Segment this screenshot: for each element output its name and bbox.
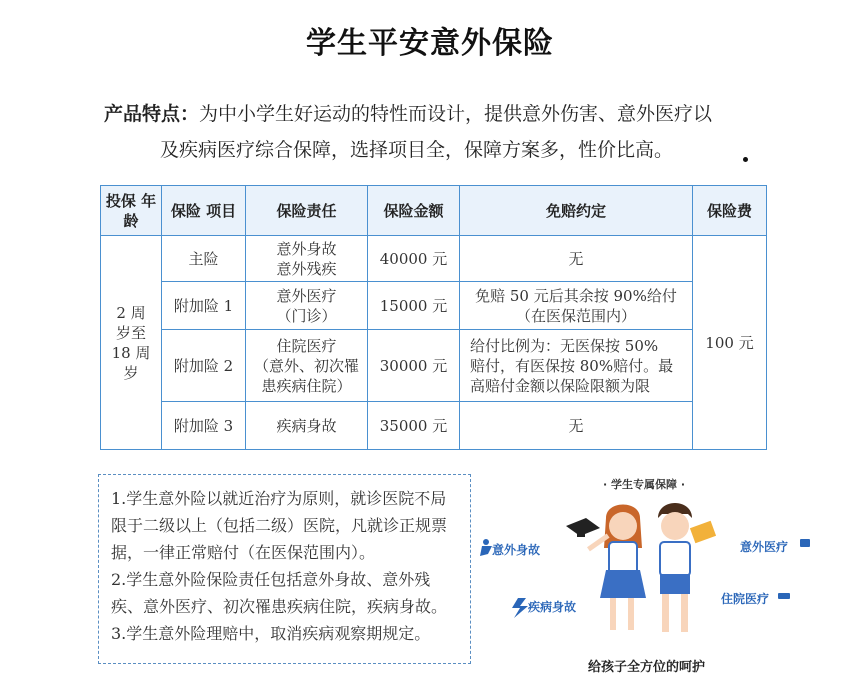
table-row (101, 402, 767, 450)
amount-cell: 15000 元 (368, 282, 460, 330)
page-title: 学生平安意外保险 (306, 26, 554, 61)
amount-cell: 30000 元 (368, 330, 460, 402)
medical-kit-icon (800, 539, 810, 547)
table-row (101, 330, 767, 402)
duty-cell: 意外身故 意外残疾 (246, 236, 368, 282)
note-1: 1.学生意外险以就近治疗为原则，就诊医院不局限于二级以上（包括二级）医院，凡就诊正规票据，一律正常赔付（在医保范围内）。 (111, 489, 448, 562)
item-cell: 附加险 3 (162, 402, 246, 450)
product-features (104, 96, 784, 168)
running-person-icon (480, 539, 492, 556)
label-accident-medical: 意外医疗 (740, 540, 789, 554)
note-3: 3.学生意外险理赔中，取消疾病观察期规定。 (111, 624, 431, 643)
illustration-bottom-label: 给孩子全方位的呵护 (588, 660, 706, 675)
table-row (101, 236, 767, 282)
header-premium: 保险费 (693, 186, 767, 236)
duty-cell: 疾病身故 (246, 402, 368, 450)
header-item: 保险 项目 (162, 186, 246, 236)
lightning-icon (512, 598, 528, 618)
insurance-table (100, 185, 767, 450)
age-cell: 2 周 岁至 18 周 岁 (101, 236, 162, 450)
duty-cell: 住院医疗 （意外、初次罹 患疾病住院） (246, 330, 368, 402)
girl-student-icon (587, 505, 646, 631)
duty-cell: 意外医疗 （门诊） (246, 282, 368, 330)
features-line-1: 为中小学生好运动的特性而设计，提供意外伤害、意外医疗以 (199, 103, 713, 125)
bullet-dot (743, 157, 748, 162)
deductible-cell: 无 (460, 236, 693, 282)
label-disease-death: 疾病身故 (528, 600, 577, 614)
table-row (101, 282, 767, 330)
header-amount: 保险金额 (368, 186, 460, 236)
header-age: 投保 年龄 (101, 186, 162, 236)
header-deductible: 免赔约定 (460, 186, 693, 236)
note-2: 2.学生意外险保险责任包括意外身故、意外残疾、意外医疗、初次罹患疾病住院，疾病身故。 (111, 570, 448, 616)
label-hospital-medical: 住院医疗 (721, 592, 770, 606)
header-duty: 保险责任 (246, 186, 368, 236)
deductible-cell: 免赔 50 元后其余按 90%给付 （在医保范围内） (460, 282, 693, 330)
features-line-2: 及疾病医疗综合保障，选择项目全，保障方案多，性价比高。 (160, 139, 674, 161)
deductible-cell: 给付比例为：无医保按 50% 赔付，有医保按 80%赔付。最 高赔付金额以保险限额为限 (460, 330, 693, 402)
premium-cell: 100 元 (693, 236, 767, 450)
table-header-row (101, 186, 767, 236)
item-cell: 附加险 2 (162, 330, 246, 402)
features-label: 产品特点： (104, 103, 200, 125)
amount-cell: 40000 元 (368, 236, 460, 282)
amount-cell: 35000 元 (368, 402, 460, 450)
notes-box (98, 474, 471, 664)
boy-student-icon (658, 503, 716, 632)
item-cell: 附加险 1 (162, 282, 246, 330)
label-accident-death: 意外身故 (492, 543, 541, 557)
graduation-cap-icon (566, 518, 600, 537)
hospital-bed-icon (778, 593, 790, 599)
item-cell: 主险 (162, 236, 246, 282)
student-illustration (478, 470, 848, 688)
deductible-cell: 无 (460, 402, 693, 450)
illustration-top-label: · 学生专属保障 · (603, 478, 686, 491)
